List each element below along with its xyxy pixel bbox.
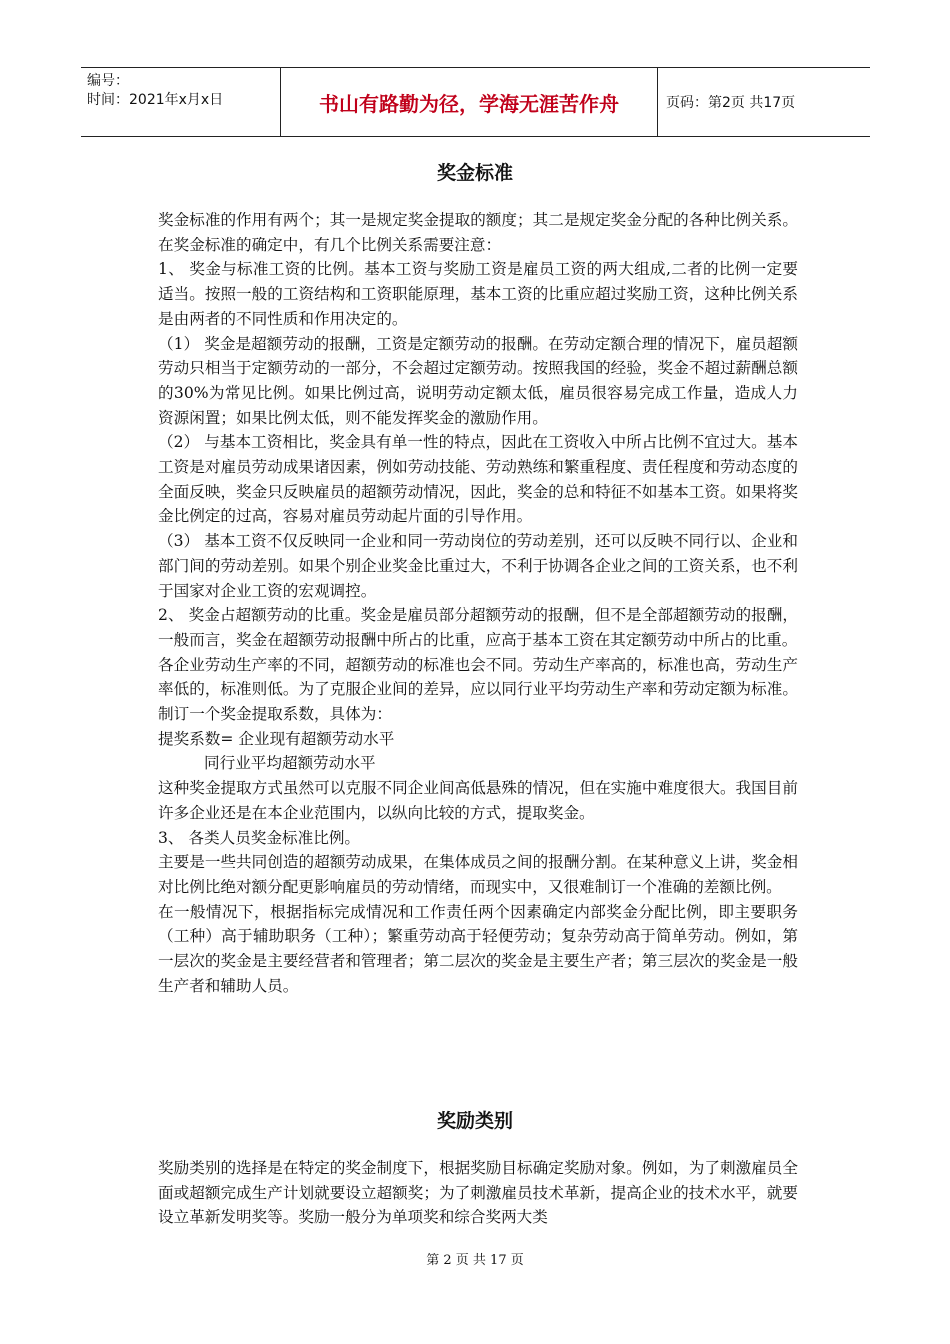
section-body-reward-category: [158, 1156, 798, 1230]
paragraph: 奖励类别的选择是在特定的奖金制度下，根据奖励目标确定奖励对象。例如，为了刺激雇员全面或超额完成生产计划就要设立超额奖；为了刺激雇员技术革新，提高企业的技术水平，就要设立革新发明奖等。奖励一般分为单项奖和综合奖两大类: [158, 1159, 798, 1227]
formula-numerator: 提奖系数= 企业现有超额劳动水平: [158, 729, 395, 748]
paragraph: （3） 基本工资不仅反映同一企业和同一劳动岗位的劳动差别，还可以反映不同行以、企业和部门间的劳动差别。如果个别企业奖金比重过大，不利于协调各企业之间的工资关系，也不利于国家对企业工资的宏观调控。: [158, 532, 798, 600]
paragraph: 2、 奖金占超额劳动的比重。奖金是雇员部分超额劳动的报酬，但不是全部超额劳动的报酬，一般而言，奖金在超额劳动报酬中所占的比重，应高于基本工资在其定额劳动中所占的比重。: [158, 606, 798, 649]
paragraph: （2） 与基本工资相比，奖金具有单一性的特点，因此在工资收入中所占比例不宜过大。基本工资是对雇员劳动成果诸因素，例如劳动技能、劳动熟练和繁重程度、责任程度和劳动态度的全面反映，奖金只反映雇员的超额劳动情况，因此，奖金的总和特征不如基本工资。如果将奖金比例定的过高，容易对雇员劳动起片面的引导作用。: [158, 433, 798, 526]
formula-denominator: 同行业平均超额劳动水平: [204, 754, 376, 773]
paragraph: 主要是一些共同创造的超额劳动成果，在集体成员之间的报酬分割。在某种意义上讲，奖金相对比例比绝对额分配更影响雇员的劳动情绪，而现实中，又很难制订一个准确的差额比例。: [158, 853, 798, 896]
paragraph: 各企业劳动生产率的不同，超额劳动的标准也会不同。劳动生产率高的，标准也高，劳动生产率低的，标准则低。为了克服企业间的差异，应以同行业平均劳动生产率和劳动定额为标准。制订一个奖金提取系数，具体为：: [158, 655, 798, 724]
time-label: 时间：2021年x月x日: [87, 92, 224, 108]
paragraph: 奖金标准的作用有两个；其一是规定奖金提取的额度；其二是规定奖金分配的各种比例关系。在奖金标准的确定中，有几个比例关系需要注意：: [158, 211, 798, 254]
header-table: [81, 67, 870, 137]
paragraph: （1） 奖金是超额劳动的报酬，工资是定额劳动的报酬。在劳动定额合理的情况下，雇员超额劳动只相当于定额劳动的一部分，不会超过定额劳动。按照我国的经验，奖金不超过薪酬总额的30%为常见比例。如果比例过高，说明劳动定额太低，雇员很容易完成工作量，造成人力资源闲置；如果比例太低，则不能发挥奖金的激励作用。: [158, 334, 798, 427]
number-label: 编号：: [87, 73, 129, 89]
page-info-text: 页码：第2页 共17页: [666, 95, 796, 111]
header-left-cell: [81, 68, 281, 136]
section-title-bonus-standard: 奖金标准: [436, 162, 513, 184]
section-title-reward-category: 奖励类别: [436, 1110, 513, 1132]
paragraph: 3、 各类人员奖金标准比例。: [158, 828, 361, 847]
page-info-cell: [658, 68, 870, 136]
page-footer: 第 2 页 共 17 页: [426, 1253, 524, 1268]
section-body-bonus-standard: [158, 208, 798, 999]
paragraph: 这种奖金提取方式虽然可以克服不同企业间高低悬殊的情况，但在实施中难度很大。我国目前许多企业还是在本企业范围内，以纵向比较的方式，提取奖金。: [158, 779, 798, 822]
motto-text: 书山有路勤为径，学海无涯苦作舟: [319, 91, 619, 116]
paragraph: 1、 奖金与标准工资的比例。基本工资与奖励工资是雇员工资的两大组成,二者的比例一定要适当。按照一般的工资结构和工资职能原理，基本工资的比重应超过奖励工资，这种比例关系是由两者的不同性质和作用决定的。: [158, 260, 798, 328]
paragraph: 在一般情况下，根据指标完成情况和工作责任两个因素确定内部奖金分配比例，即主要职务（工种）高于辅助职务（工种）；繁重劳动高于轻便劳动；复杂劳动高于简单劳动。例如，第一层次的奖金是主要经营者和管理者；第二层次的奖金是主要生产者；第三层次的奖金是一般生产者和辅助人员。: [158, 902, 798, 995]
motto-cell: [281, 68, 658, 136]
